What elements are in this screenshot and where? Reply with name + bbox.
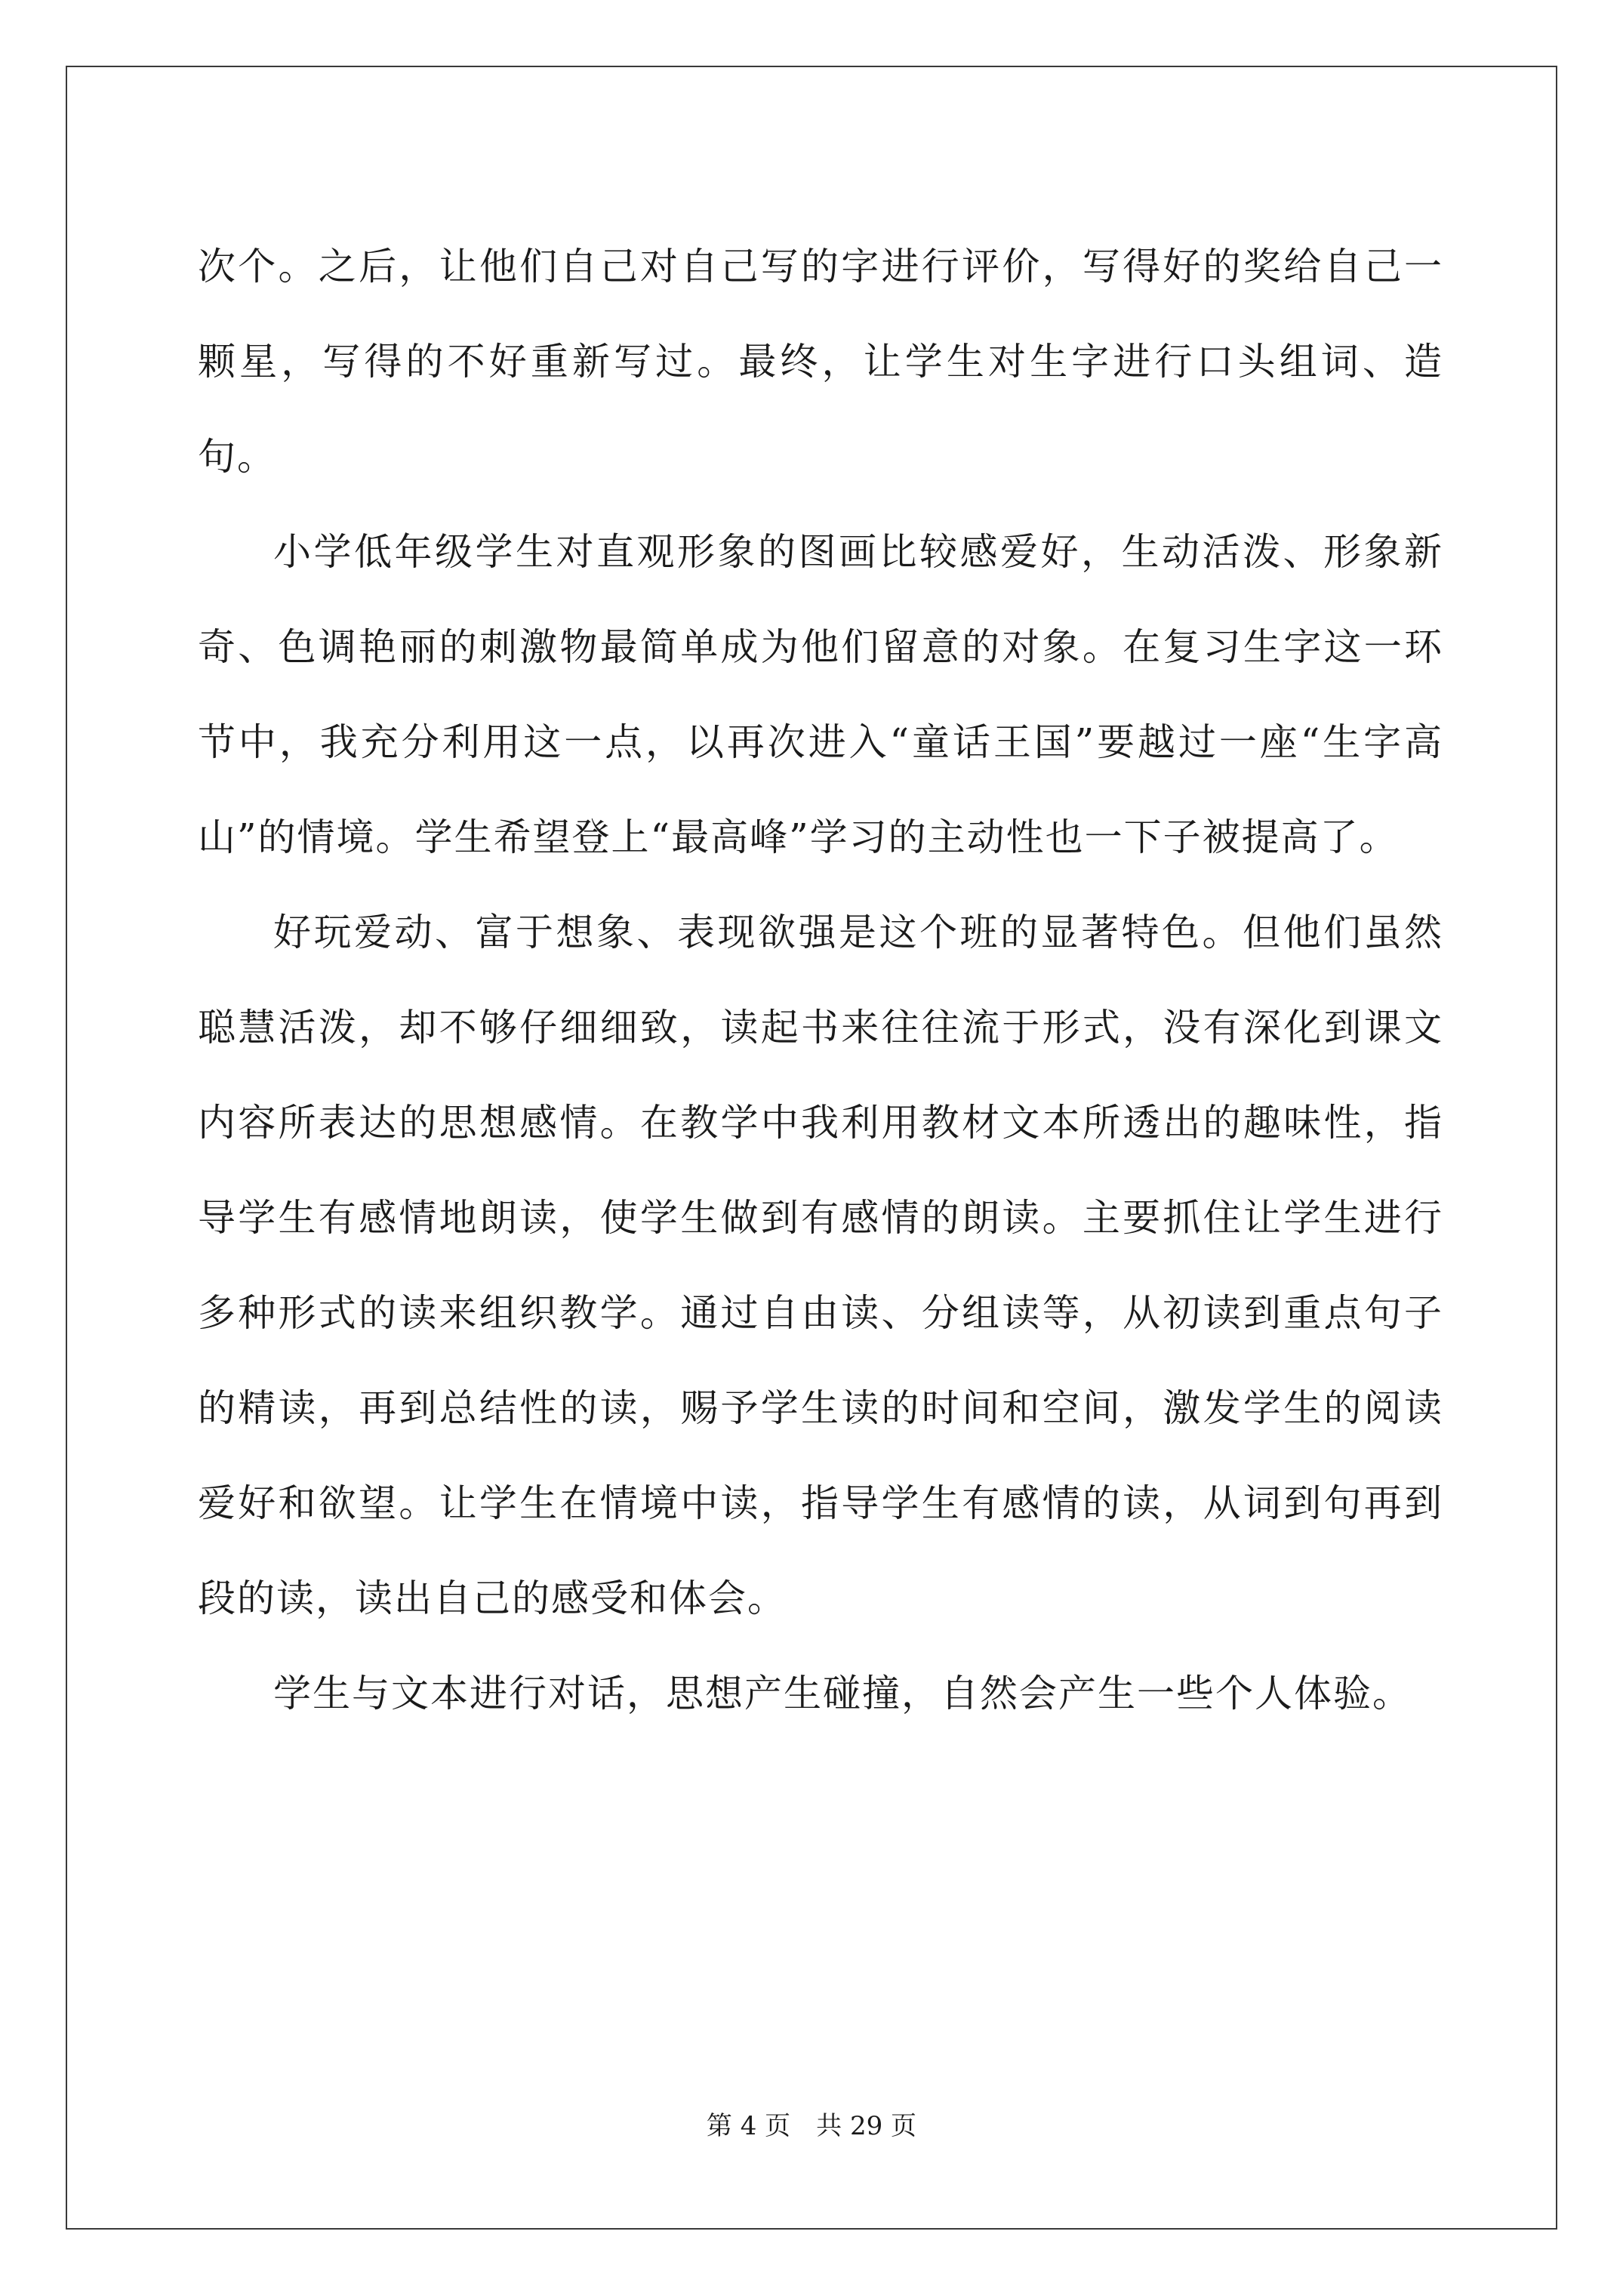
paragraph-4: 学生与文本进行对话，思想产生碰撞，自然会产生一些个人体验。 (273, 1672, 1412, 1715)
document-body (198, 219, 1443, 1741)
paragraph-3: 好玩爱动、富于想象、表现欲强是这个班的显著特色。但他们虽然聪慧活泼，却不够仔细细致，读起书来往往流于形式，没有深化到课文内容所表达的思想感情。在教学中我利用教材文本所透出的趣味性，指导学生有感情地朗读，使学生做到有感情的朗读。主要抓住让学生进行多种形式的读来组织教学。通过自由读、分组读等，从初读到重点句子的精读，再到总结性的读，赐予学生读的时间和空间，激发学生的阅读爱好和欲望。让学生在情境中读，指导学生有感情的读，从词到句再到段的读，读出自己的感受和体会。 (198, 911, 1443, 1620)
page-number-footer: 第 4 页 共 29 页 (706, 2111, 917, 2141)
paragraph-1: 次个。之后，让他们自己对自己写的字进行评价，写得好的奖给自己一颗星，写得的不好重新写过。最终，让学生对生字进行口头组词、造句。 (198, 245, 1443, 479)
paragraph-2: 小学低年级学生对直观形象的图画比较感爱好，生动活泼、形象新奇、色调艳丽的刺激物最简单成为他们留意的对象。在复习生字这一环节中，我充分利用这一点，以再次进入“童话王国”要越过一座“生字高山”的情境。学生希望登上“最高峰”学习的主动性也一下子被提高了。 (198, 530, 1443, 859)
